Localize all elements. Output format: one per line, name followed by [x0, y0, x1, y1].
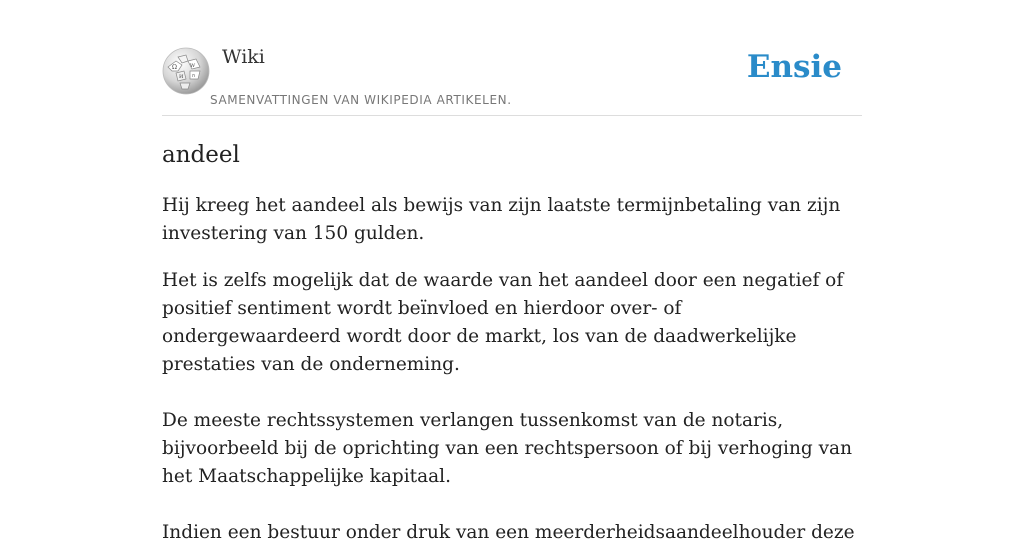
- article-title: andeel: [162, 142, 240, 168]
- article-paragraph: Het is zelfs mogelijk dat de waarde van het aandeel door een negatief of positief sentiment wordt beïnvloed en hierdoor over- of ondergewaardeerd wordt door de markt, los van de daadwerkelijke prestaties van de onderneming.: [162, 270, 844, 375]
- svg-text:ก: ก: [192, 73, 196, 79]
- article-paragraph: Indien een bestuur onder druk van een meerderheidsaandeelhouder deze: [162, 522, 855, 543]
- svg-text:Ω: Ω: [172, 64, 177, 71]
- svg-text:И: И: [179, 74, 184, 80]
- site-tagline: SAMENVATTINGEN VAN WIKIPEDIA ARTIKELEN.: [210, 93, 512, 107]
- ensie-brand-link[interactable]: Ensie: [746, 49, 842, 85]
- article-paragraph: De meeste rechtssystemen verlangen tussenkomst van de notaris, bijvoorbeeld bij de oprichting van een rechtspersoon of bij verhoging van het Maatschappelijke kapitaal.: [162, 410, 852, 487]
- article-paragraph: Hij kreeg het aandeel als bewijs van zijn laatste termijnbetaling van zijn investering van 150 gulden.: [162, 195, 841, 244]
- site-header: [162, 0, 862, 116]
- site-name-link[interactable]: Wiki: [222, 46, 265, 68]
- page: [162, 0, 862, 547]
- svg-text:W: W: [190, 63, 196, 69]
- wikipedia-globe-icon[interactable]: [162, 47, 210, 95]
